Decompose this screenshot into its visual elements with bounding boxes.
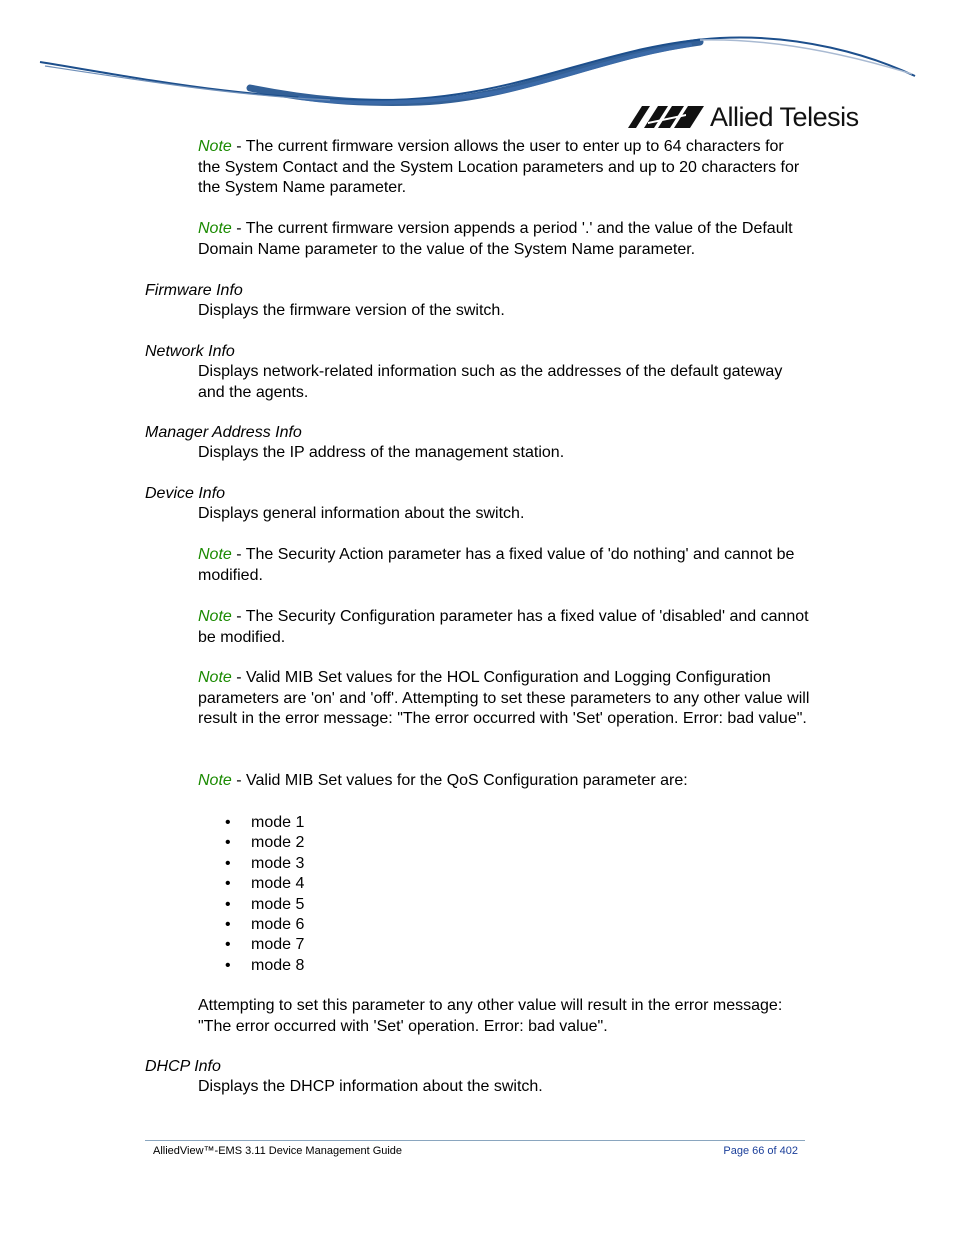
text-device-info: Displays general information about the switch.: [198, 505, 525, 522]
list-item: • mode 3: [198, 854, 304, 874]
list-item: • mode 6: [198, 915, 304, 935]
note-label: Note: [198, 669, 232, 686]
list-item: • mode 4: [198, 874, 304, 894]
note-text: - The Security Action parameter has a fixed value of 'do nothing' and cannot be modified.: [198, 546, 795, 584]
note-label: Note: [198, 138, 232, 155]
allied-telesis-logo: [628, 100, 859, 134]
note-label: Note: [198, 772, 232, 789]
note-security-action: [198, 545, 810, 586]
note-text: - The current firmware version appends a period '.' and the value of the Default Domain Name parameter to the value of the System Name parameter.: [198, 220, 793, 258]
note-label: Note: [198, 608, 232, 625]
note-domain-name: [198, 219, 810, 260]
list-item: • mode 7: [198, 935, 304, 955]
heading-network-info: Network Info: [145, 343, 235, 360]
text-network-info: Displays network-related information such as the addresses of the default gateway and the agents.: [198, 363, 783, 401]
bullet-icon: •: [225, 875, 231, 893]
note-firmware-limits: [198, 137, 810, 199]
note-text: - The Security Configuration parameter has a fixed value of 'disabled' and cannot be modified.: [198, 608, 809, 646]
bullet-icon: •: [225, 834, 231, 852]
heading-dhcp-info: DHCP Info: [145, 1058, 221, 1075]
note-text: - Valid MIB Set values for the QoS Configuration parameter are:: [231, 772, 688, 789]
note-label: Note: [198, 546, 232, 563]
list-item: • mode 8: [198, 956, 304, 976]
note-text: - Valid MIB Set values for the HOL Configuration and Logging Configuration parameters are 'on' and 'off'. Attempting to set these parameters to any other value will result in the error message: "The error occurred with 'Set' operation. Error: bad value".: [198, 669, 810, 727]
allied-telesis-mark-icon: [628, 102, 704, 132]
note-text: - The current firmware version allows the user to enter up to 64 characters for the System Contact and the System Location parameters and up to 20 characters for the System Name parameter.: [198, 138, 800, 196]
bullet-icon: •: [225, 916, 231, 934]
bullet-icon: •: [225, 814, 231, 831]
list-item: • mode 1: [198, 813, 304, 833]
heading-device-info: Device Info: [145, 485, 226, 502]
bullet-icon: •: [225, 854, 231, 872]
note-qos-configuration: [198, 771, 810, 792]
list-item: • mode 2: [198, 833, 304, 853]
heading-firmware-info: Firmware Info: [145, 282, 243, 299]
bullet-icon: •: [225, 936, 231, 954]
brand-name: Allied Telesis: [710, 102, 859, 132]
text-manager-address-info: Displays the IP address of the management station.: [198, 444, 565, 461]
note-hol-logging: [198, 668, 810, 730]
text-firmware-info: Displays the firmware version of the switch.: [198, 302, 505, 319]
footer-divider: [145, 1140, 805, 1141]
note-security-configuration: [198, 607, 810, 648]
footer-page-number: Page 66 of 402: [723, 1145, 798, 1157]
bullet-icon: •: [225, 895, 231, 913]
list-item: • mode 5: [198, 895, 304, 915]
qos-mode-list: [198, 813, 304, 976]
bullet-icon: •: [225, 956, 231, 974]
footer-guide-title: AlliedView™-EMS 3.11 Device Management Guide: [153, 1145, 403, 1157]
text-dhcp-info: Displays the DHCP information about the switch.: [198, 1078, 543, 1095]
heading-manager-address-info: Manager Address Info: [145, 424, 302, 441]
note-label: Note: [198, 220, 232, 237]
text-attempt-error: Attempting to set this parameter to any other value will result in the error message: "The error occurred with 'Set' operation. Error: bad value".: [198, 997, 783, 1035]
